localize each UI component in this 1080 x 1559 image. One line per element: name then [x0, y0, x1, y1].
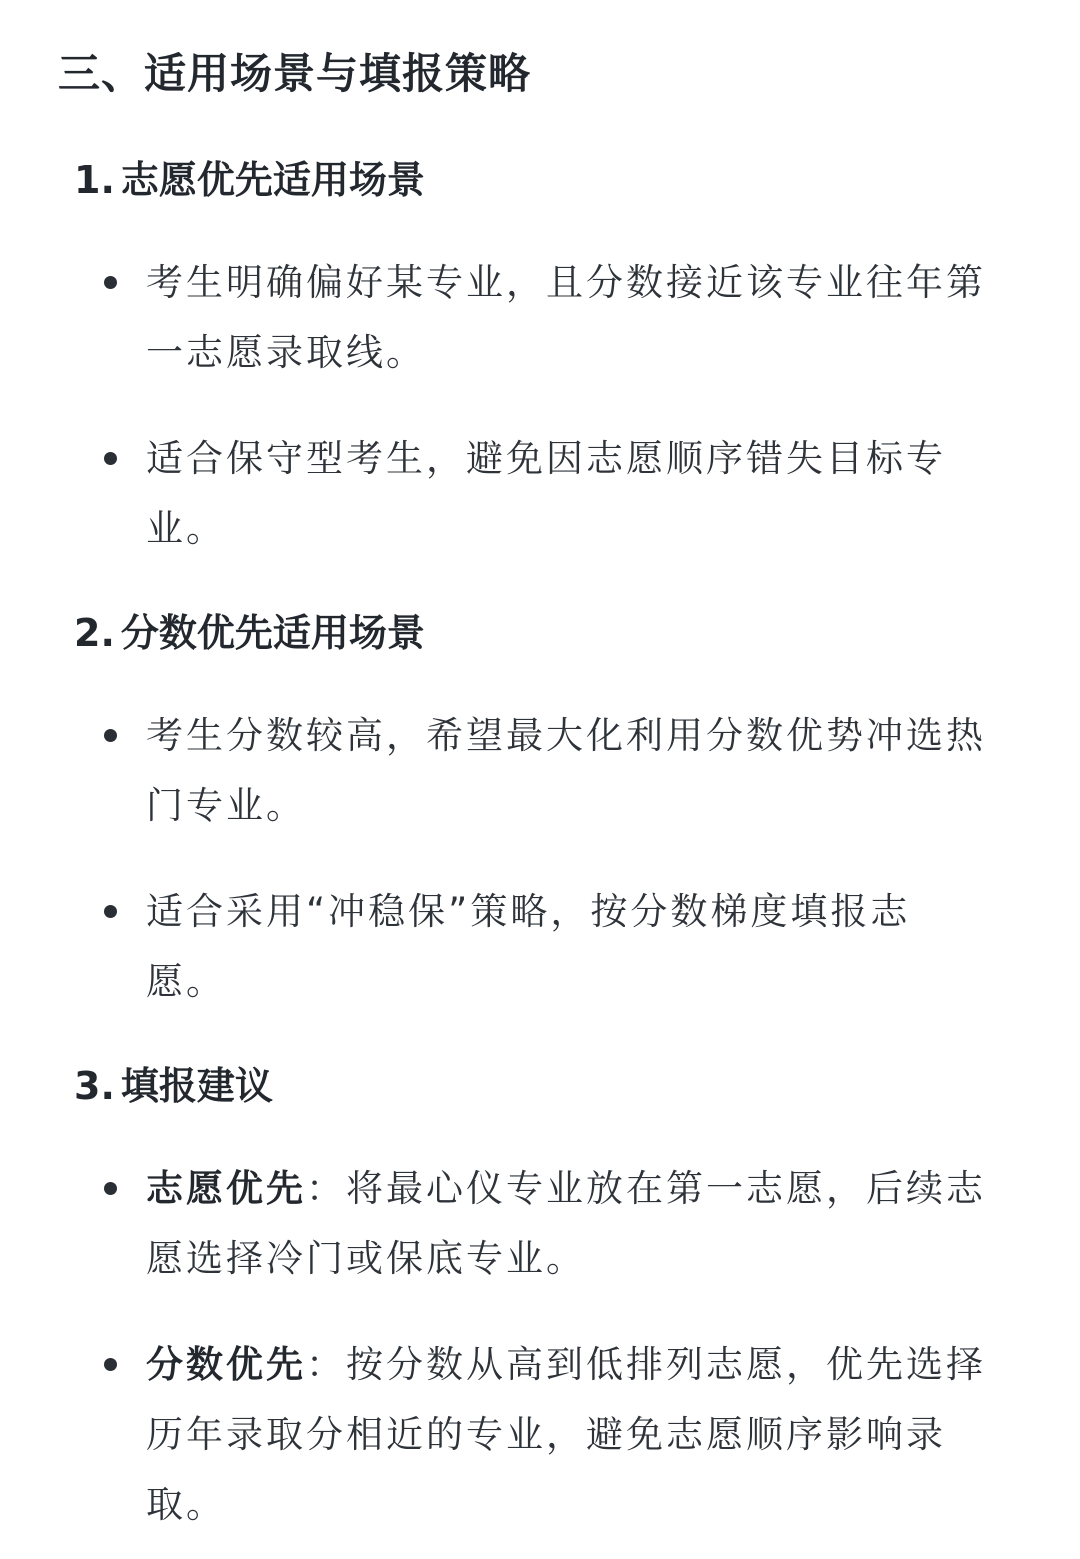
bullet-dot-icon: [104, 1358, 117, 1371]
bullet-dot-icon: [104, 276, 117, 289]
subsection-title-text: 分数优先适用场景: [120, 611, 425, 655]
list-item-text: 考生明确偏好某专业，且分数接近该专业往年第一志愿录取线。: [146, 261, 986, 374]
list-item-bold-label: 分数优先: [146, 1343, 306, 1386]
subsection-number: 1.: [74, 158, 115, 202]
list-item-text: [146, 1154, 1016, 1294]
subsection-number: 2.: [74, 611, 115, 655]
bullet-dot-icon: [104, 905, 117, 918]
subsection-title: [74, 152, 425, 208]
subsection-number: 3.: [74, 1064, 115, 1108]
subsection-title-text: 志愿优先适用场景: [120, 158, 425, 202]
subsection-title: [74, 1058, 273, 1114]
list-item-text: 适合采用“冲稳保”策略，按分数梯度填报志愿。: [146, 890, 911, 1003]
bullet-dot-icon: [104, 1182, 117, 1195]
list-item-text: [146, 1330, 1016, 1540]
list-item-text: 考生分数较高，希望最大化利用分数优势冲选热门专业。: [146, 714, 986, 827]
subsection-title-text: 填报建议: [120, 1064, 273, 1108]
list-item-text: 适合保守型考生，避免因志愿顺序错失目标专业。: [146, 437, 946, 550]
subsection-title: [74, 605, 425, 661]
list-item-bold-label: 志愿优先: [146, 1167, 306, 1210]
list-item-body: ：按分数从高到低排列志愿，优先选择历年录取分相近的专业，避免志愿顺序影响录取。: [146, 1343, 986, 1526]
list-item-body: ：将最心仪专业放在第一志愿，后续志愿选择冷门或保底专业。: [146, 1167, 986, 1280]
bullet-dot-icon: [104, 729, 117, 742]
section-heading: 三、适用场景与填报策略: [58, 49, 532, 98]
bullet-dot-icon: [104, 452, 117, 465]
